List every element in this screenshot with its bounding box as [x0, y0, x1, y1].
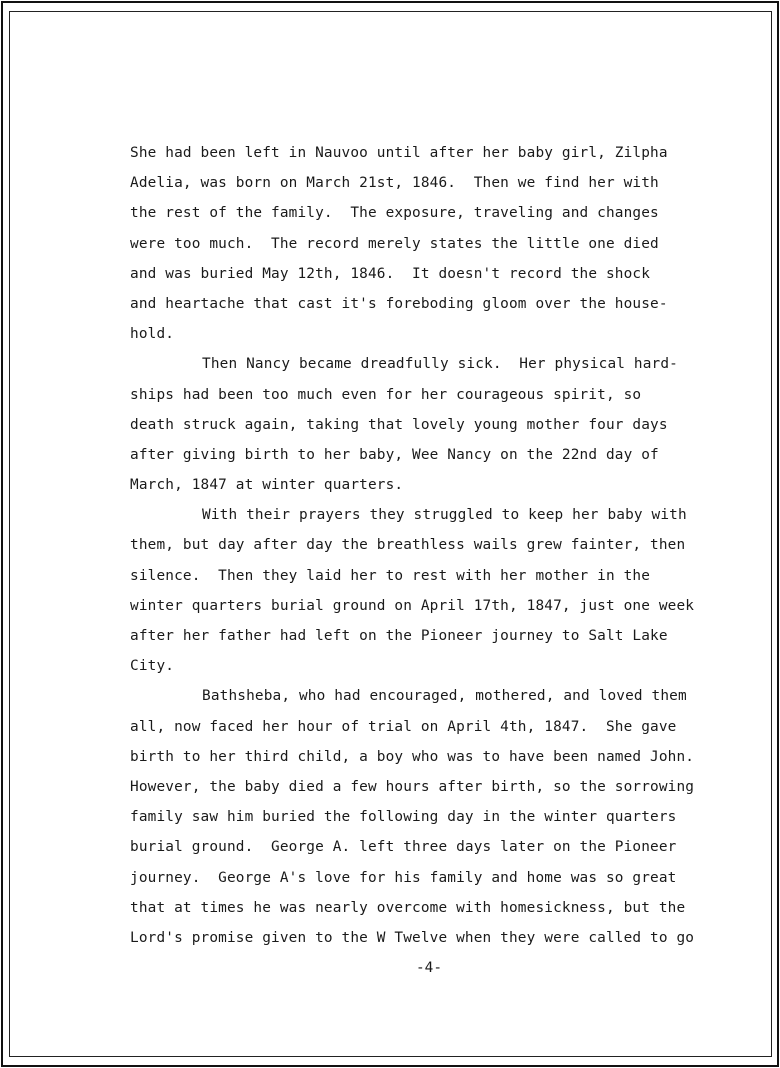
text-line: birth to her third child, a boy who was to have been named John.: [130, 748, 695, 765]
text-line: death struck again, taking that lovely young mother four days: [130, 416, 668, 433]
text-line: were too much. The record merely states the little one died: [130, 235, 659, 252]
text-line: and heartache that cast it's foreboding gloom over the house-: [130, 295, 668, 312]
text-line: Bathsheba, who had encouraged, mothered, and loved them: [202, 688, 687, 705]
text-line: family saw him buried the following day in the winter quarters: [130, 809, 677, 826]
text-line: them, but day after day the breathless wails grew fainter, then: [130, 537, 686, 554]
text-line: and was buried May 12th, 1846. It doesn't record the shock: [130, 265, 651, 282]
text-line: March, 1847 at winter quarters.: [130, 477, 404, 494]
text-line: that at times he was nearly overcome with homesickness, but the: [130, 899, 686, 916]
text-line: hold.: [130, 326, 175, 343]
text-line: ships had been too much even for her courageous spirit, so: [130, 386, 642, 403]
text-line: City.: [130, 658, 175, 675]
text-line: Lord's promise given to the W Twelve when they were called to go: [130, 929, 695, 946]
text-line: the rest of the family. The exposure, traveling and changes: [130, 205, 659, 222]
text-line: However, the baby died a few hours after birth, so the sorrowing: [130, 778, 695, 795]
text-line: Adelia, was born on March 21st, 1846. Then we find her with: [130, 175, 659, 192]
typewritten-body: [130, 138, 720, 953]
text-line: She had been left in Nauvoo until after her baby girl, Zilpha: [130, 145, 668, 161]
text-line: after her father had left on the Pioneer journey to Salt Lake: [130, 628, 668, 644]
text-line: winter quarters burial ground on April 17th, 1847, just one week: [130, 597, 695, 614]
page-number: -4-: [416, 960, 442, 976]
text-line: burial ground. George A. left three days later on the Pioneer: [130, 839, 677, 856]
text-line: after giving birth to her baby, Wee Nancy on the 22nd day of: [130, 446, 659, 463]
text-line: With their prayers they struggled to keep her baby with: [202, 507, 687, 524]
text-line: Then Nancy became dreadfully sick. Her physical hard-: [202, 356, 678, 373]
text-line: silence. Then they laid her to rest with her mother in the: [130, 567, 651, 584]
text-line: all, now faced her hour of trial on April 4th, 1847. She gave: [130, 718, 677, 735]
text-line: journey. George A's love for his family and home was so great: [130, 869, 677, 886]
